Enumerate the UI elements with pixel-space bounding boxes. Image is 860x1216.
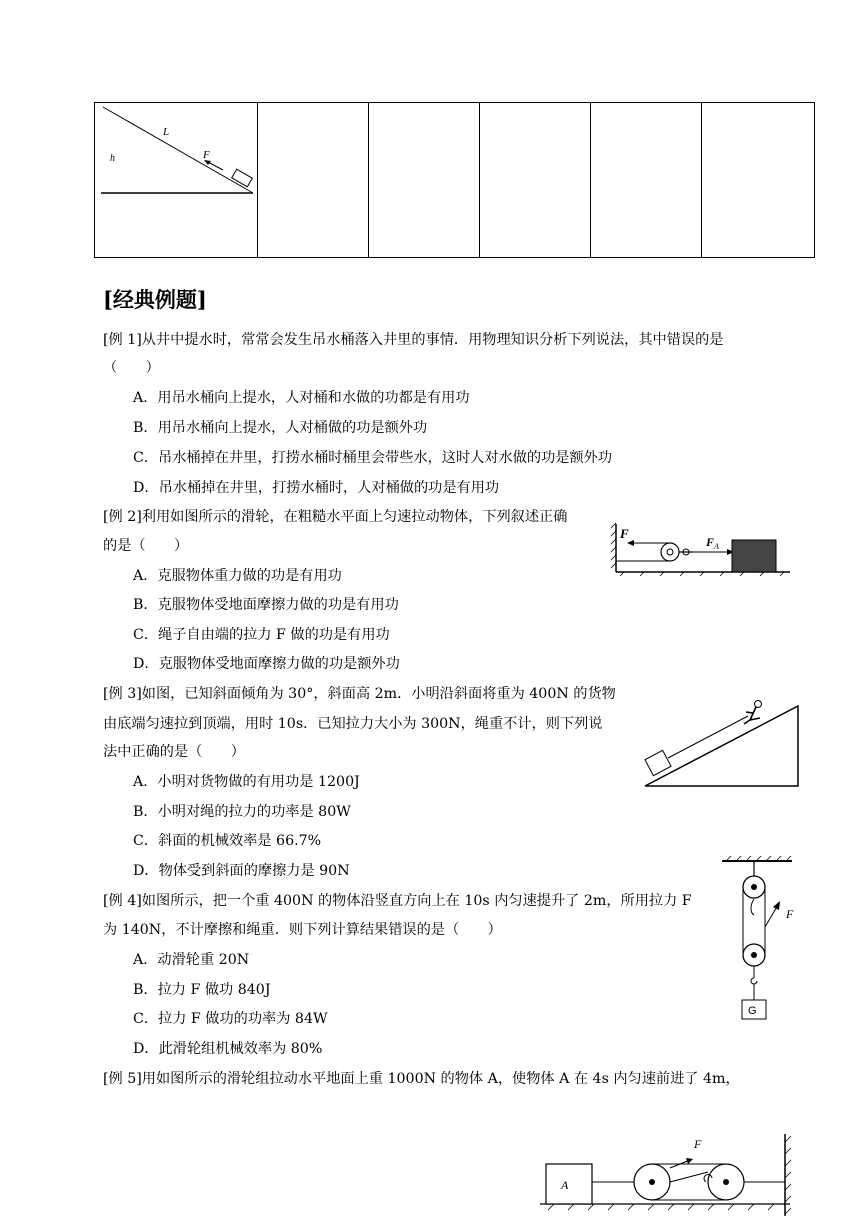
example-4-option-a: A．动滑轮重 20N (133, 952, 250, 968)
example-2-option-a: A．克服物体重力做的功是有用功 (133, 568, 342, 584)
ex5-label-F: F (694, 1137, 702, 1151)
table-cell (258, 103, 369, 258)
table-cell (480, 103, 591, 258)
table-cell (369, 103, 480, 258)
example-3-option-a: A．小明对货物做的有用功是 1200J (133, 774, 360, 790)
ex4-label-G: G (748, 1005, 757, 1017)
ex2-label-FA-sub: A (714, 542, 719, 551)
example-1-option-d: D．吊水桶掉在井里，打捞水桶时，人对桶做的功是有用功 (133, 480, 500, 496)
ex2-label-F: F (620, 526, 629, 541)
example-1-question-line: [例 1]从井中提水时，常常会发生吊水桶落入井里的事情．用物理知识分析下列说法，其中错误的是 (103, 332, 724, 348)
example-3-question-line: 由底端匀速拉到顶端，用时 10s．已知拉力大小为 300N，绳重不计，则下列说 (103, 716, 603, 732)
pulley-horizontal-figure (610, 520, 795, 580)
table-cell (702, 103, 815, 258)
example-4-option-d: D．此滑轮组机械效率为 80% (133, 1041, 323, 1057)
example-2-question-line: [例 2]利用如图所示的滑轮，在粗糙水平面上匀速拉动物体，下列叙述正确 (103, 509, 568, 525)
slope-label-F: F (203, 149, 210, 161)
example-2-option-d: D．克服物体受地面摩擦力做的功是额外功 (133, 656, 400, 672)
example-3-question-line: [例 3]如图，已知斜面倾角为 30°，斜面高 2m．小明沿斜面将重为 400N 的货物 (103, 686, 616, 702)
example-3-option-b: B．小明对绳的拉力的功率是 80W (133, 804, 351, 820)
pulley-group-figure (540, 1130, 800, 1216)
incline-figure (640, 698, 805, 793)
example-4-option-c: C．拉力 F 做功的功率为 84W (133, 1011, 328, 1027)
slope-label-L: L (163, 126, 170, 138)
example-3-question-line: 法中正确的是（ ） (103, 744, 245, 760)
example-3-option-d: D．物体受到斜面的摩擦力是 90N (133, 863, 350, 879)
example-2-option-c: C．绳子自由端的拉力 F 做的功是有用功 (133, 627, 390, 643)
example-4-question-line: [例 4]如图所示，把一个重 400N 的物体沿竖直方向上在 10s 内匀速提升了 2m，所用拉力 F (103, 893, 692, 909)
slope-label-h: h (110, 153, 115, 164)
table-cell (591, 103, 702, 258)
example-3-option-c: C．斜面的机械效率是 66.7% (133, 833, 322, 849)
section-title: [经典例题] (103, 287, 207, 312)
example-1-option-b: B．用吊水桶向上提水，人对桶做的功是额外功 (133, 420, 428, 436)
example-4-question-line: 为 140N，不计摩擦和绳重．则下列计算结果错误的是（ ） (103, 922, 502, 938)
example-4-option-b: B．拉力 F 做功 840J (133, 982, 271, 998)
example-2-option-b: B．克服物体受地面摩擦力做的功是有用功 (133, 597, 399, 613)
example-2-question-line: 的是（ ） (103, 538, 189, 554)
table-cell-slope-figure (95, 103, 258, 258)
ex2-label-FA: F (706, 535, 715, 549)
ex4-label-F: F (786, 907, 794, 921)
slope-figure (95, 103, 258, 253)
example-5-question-line: [例 5]用如图所示的滑轮组拉动水平地面上重 1000N 的物体 A，使物体 A 在 4s 内匀速前进了 4m， (103, 1071, 740, 1087)
example-1-option-c: C．吊水桶掉在井里，打捞水桶时桶里会带些水，这时人对水做的功是额外功 (133, 450, 613, 466)
example-1-option-a: A．用吊水桶向上提水，人对桶和水做的功都是有用功 (133, 390, 470, 406)
example-1-question-line: （ ） (103, 360, 160, 376)
ex5-label-A: A (561, 1178, 569, 1192)
work-table (94, 102, 815, 258)
pulley-vertical-figure (718, 855, 803, 1025)
